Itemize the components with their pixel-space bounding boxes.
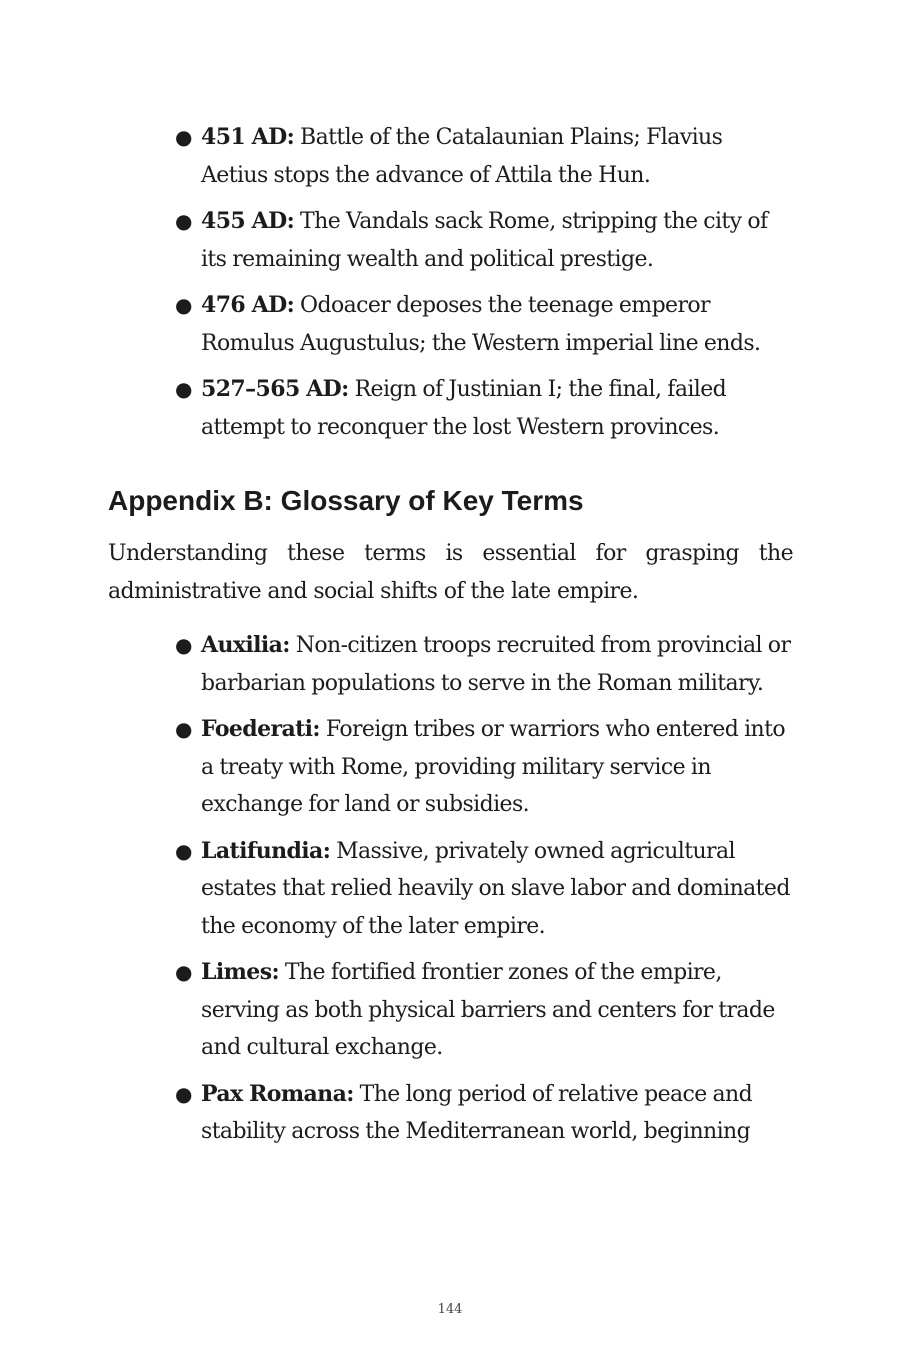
timeline-list [175,119,793,455]
timeline-item [175,203,793,278]
timeline-item [175,119,793,194]
glossary-definition: Foreign tribes or warriors who entered into a treaty with Rome, providing military service in exchange for land or subsidies. [201,717,785,817]
glossary-item [175,1076,793,1151]
timeline-description: Reign of Justinian I; the final, failed attempt to reconquer the lost Western provinces. [201,377,727,440]
glossary-term: Latifundia: [201,837,331,864]
glossary-definition: The fortified frontier zones of the empire, serving as both physical barriers and centers for trade and cultural exchange. [201,960,775,1060]
glossary-term: Auxilia: [201,632,290,658]
bullet-icon: ● [175,633,192,657]
glossary-term: Foederati: [201,716,320,742]
timeline-item [175,371,793,446]
glossary-definition: The long period of relative peace and stability across the Mediterranean world, beginning [201,1081,753,1144]
timeline-item [175,287,793,362]
bullet-icon: ● [175,717,192,741]
glossary-definition: Massive, privately owned agricultural estates that relied heavily on slave labor and dominated the economy of the later empire. [201,838,790,939]
bullet-icon: ● [175,209,192,233]
glossary-term: Limes: [201,959,280,985]
bullet-icon: ● [175,838,192,863]
bullet-icon: ● [175,125,192,149]
timeline-description: Battle of the Catalaunian Plains; Flavius Aetius stops the advance of Attila the Hun. [201,125,723,188]
section-intro-paragraph: Understanding these terms is essential for grasping the administrative and social shifts of the late empire. [108,541,793,604]
bullet-icon: ● [175,293,192,317]
bullet-icon: ● [175,377,192,401]
timeline-date: 455 AD: [201,208,295,234]
timeline-date: 527–565 AD: [201,376,349,402]
timeline-date: 451 AD: [201,124,295,150]
glossary-item [175,833,793,946]
section-heading: Appendix B: Glossary of Key Terms [108,485,584,516]
glossary-list [175,627,793,1160]
page-number: 144 [437,1302,463,1317]
bullet-icon: ● [175,960,192,984]
timeline-description: Odoacer deposes the teenage emperor Romulus Augustulus; the Western imperial line ends. [201,293,761,356]
timeline-description: The Vandals sack Rome, stripping the city of its remaining wealth and political prestige. [201,209,768,272]
timeline-date: 476 AD: [201,292,295,318]
glossary-term: Pax Romana: [201,1080,354,1107]
glossary-item [175,711,793,824]
glossary-item [175,954,793,1067]
glossary-definition: Non-citizen troops recruited from provincial or barbarian populations to serve in the Roman military. [201,633,791,696]
glossary-item [175,627,793,702]
bullet-icon: ● [175,1081,192,1106]
